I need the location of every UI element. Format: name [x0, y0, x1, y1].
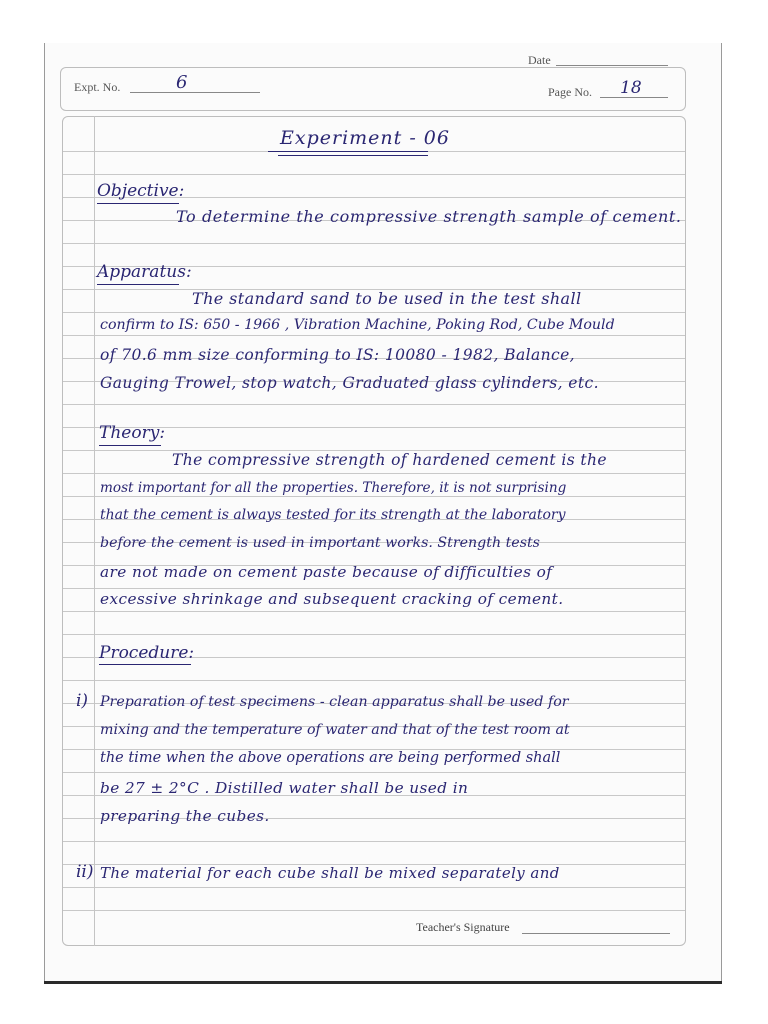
- procedure-heading: Procedure:: [99, 643, 195, 663]
- margin-line: [94, 116, 95, 946]
- theory-line: are not made on cement paste because of difficulties of: [100, 563, 553, 581]
- page-bottom-edge: [44, 981, 722, 984]
- step-1-line: mixing and the temperature of water and that of the test room at: [100, 722, 570, 738]
- rule-line: [63, 887, 685, 888]
- step-2-line: The material for each cube shall be mixed separately and: [100, 864, 560, 882]
- rule-line: [63, 174, 685, 175]
- title-underline: [268, 151, 428, 152]
- teacher-signature-line: [522, 933, 670, 934]
- objective-heading-underline: [97, 203, 179, 204]
- theory-line: The compressive strength of hardened cement is the: [172, 451, 607, 469]
- procedure-heading-underline: [99, 664, 191, 665]
- title-underline-2: [278, 155, 428, 156]
- rule-line: [63, 841, 685, 842]
- theory-heading: Theory:: [99, 423, 166, 443]
- theory-heading-underline: [99, 445, 161, 446]
- rule-line: [63, 473, 685, 474]
- rule-line: [63, 634, 685, 635]
- theory-line: that the cement is always tested for its strength at the laboratory: [100, 507, 566, 523]
- step-2-marker: ii): [76, 862, 94, 882]
- expt-no-label: Expt. No.: [74, 80, 121, 94]
- theory-line: before the cement is used in important works. Strength tests: [100, 535, 540, 551]
- step-1-line: Preparation of test specimens - clean apparatus shall be used for: [100, 694, 569, 710]
- apparatus-heading-underline: [97, 284, 179, 285]
- step-1-line: be 27 ± 2°C . Distilled water shall be used in: [100, 779, 469, 797]
- rule-line: [63, 910, 685, 911]
- step-1-line: the time when the above operations are being performed shall: [100, 750, 561, 766]
- theory-line: most important for all the properties. Therefore, it is not surprising: [100, 480, 567, 496]
- rule-line: [63, 496, 685, 497]
- apparatus-line: Gauging Trowel, stop watch, Graduated glass cylinders, etc.: [100, 374, 599, 392]
- rule-line: [63, 243, 685, 244]
- rule-line: [63, 611, 685, 612]
- step-1-marker: i): [76, 691, 89, 711]
- apparatus-line: The standard sand to be used in the test shall: [192, 289, 582, 308]
- date-underline: [556, 65, 668, 66]
- page-no-value: 18: [620, 78, 642, 98]
- apparatus-line: confirm to IS: 650 - 1966 , Vibration Machine, Poking Rod, Cube Mould: [100, 317, 615, 333]
- theory-line: excessive shrinkage and subsequent cracking of cement.: [100, 590, 564, 608]
- header-box: [60, 67, 686, 111]
- apparatus-heading: Apparatus:: [97, 262, 192, 282]
- rule-line: [63, 588, 685, 589]
- experiment-title: Experiment - 06: [280, 127, 450, 149]
- page-no-label: Page No.: [548, 85, 592, 99]
- apparatus-line: of 70.6 mm size conforming to IS: 10080 - 1982, Balance,: [100, 346, 575, 364]
- teacher-signature-label: Teacher's Signature: [416, 920, 510, 934]
- expt-no-underline: [130, 92, 260, 93]
- rule-line: [63, 404, 685, 405]
- rule-line: [63, 680, 685, 681]
- objective-heading: Objective:: [97, 181, 185, 201]
- date-label: Date: [528, 53, 551, 67]
- objective-line: To determine the compressive strength sample of cement.: [176, 207, 682, 226]
- rule-line: [63, 335, 685, 336]
- rule-line: [63, 312, 685, 313]
- step-1-line: preparing the cubes.: [100, 807, 270, 825]
- expt-no-value: 6: [176, 72, 188, 93]
- rule-line: [63, 772, 685, 773]
